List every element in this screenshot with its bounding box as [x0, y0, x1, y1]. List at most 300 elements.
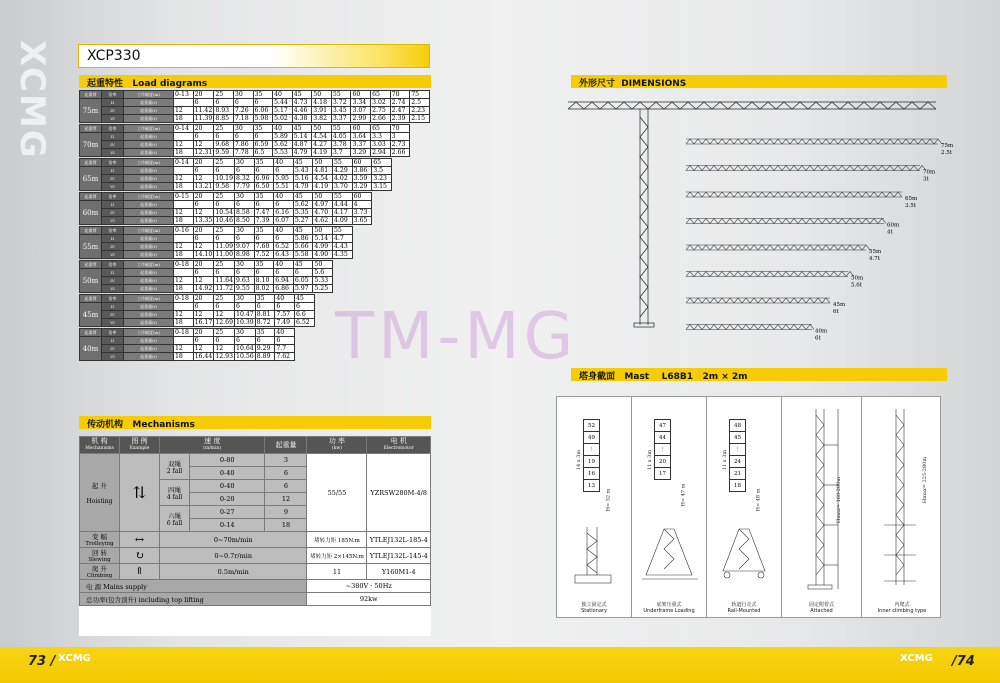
- load-cell: 3.3: [371, 133, 391, 141]
- load-cell: 4.90: [313, 251, 333, 259]
- jib-label-head: 起重臂: [80, 295, 102, 303]
- falls-cell: II: [102, 201, 124, 209]
- load-cell-empty: [174, 167, 194, 175]
- load-cell: 6: [294, 303, 314, 311]
- mechanisms-table: [79, 436, 431, 636]
- load-cell: 6.94: [274, 277, 294, 285]
- mech-col-power: 功 率 (kw): [307, 437, 367, 454]
- radius-cell: 55: [331, 125, 351, 133]
- load-cell: 2.74: [390, 99, 410, 107]
- load-cell: 8.98: [235, 251, 255, 259]
- load-diagrams-cn: 起重特性: [87, 79, 124, 89]
- load-label: 起重量(t): [124, 175, 174, 183]
- load-cell: 8.81: [255, 311, 275, 319]
- fall-2: 双绳 2 fall: [160, 454, 190, 480]
- load-cell: 4.79: [292, 149, 312, 157]
- page-number-right: /74: [952, 654, 975, 669]
- load-label: 起重量(t): [124, 217, 174, 225]
- radius-cell: 25: [214, 329, 235, 337]
- mast-panel-stationary: [557, 397, 632, 617]
- load-cell: 7.57: [275, 311, 295, 319]
- jib-label-head: 起重臂: [80, 159, 102, 167]
- load-label: 起重量(t): [124, 337, 174, 345]
- load-cell: 6: [255, 337, 275, 345]
- mast-section-number: 13: [584, 480, 600, 492]
- climb-speed: 0.5m/min: [160, 564, 307, 580]
- load-table-55m: [79, 226, 353, 259]
- load-cell: 10.39: [236, 319, 254, 326]
- mast-section-number: 47: [655, 420, 671, 432]
- falls-label-head: 倍率: [102, 295, 124, 303]
- load-cell: 18: [174, 149, 194, 157]
- load-cell: 3.37: [351, 141, 371, 149]
- radius-cell: 20: [193, 125, 214, 133]
- load-cell: 12: [214, 345, 235, 353]
- load-cell: 18: [174, 319, 194, 327]
- radius-cell: 50: [312, 91, 332, 99]
- load-cell: 2.66: [371, 115, 391, 123]
- load-cell: 6: [193, 201, 214, 209]
- radius-cell: 45: [293, 261, 313, 269]
- jib-variant: [686, 272, 854, 277]
- load-cell: 6.16: [274, 209, 294, 217]
- radius-cell: 0-13: [174, 91, 194, 99]
- slew-motor: YTLEJ132L-145-4: [367, 548, 431, 564]
- load-cell: 10.19: [215, 175, 234, 182]
- load-cell: 3.73: [352, 209, 372, 217]
- mast-header: [571, 368, 947, 381]
- load-cell: 5.51: [274, 183, 294, 191]
- load-cell: 12: [193, 175, 214, 183]
- load-cell: 10.46: [215, 217, 234, 224]
- jib-tip-load-label: 5.6t: [851, 282, 862, 289]
- load-cell: 10.56: [236, 353, 254, 360]
- radius-cell: 65: [371, 125, 391, 133]
- radius-cell: 0-16: [174, 227, 194, 235]
- falls-cell: IV: [102, 141, 124, 149]
- radius-cell: 70: [390, 125, 410, 133]
- load-label: 起重量(t): [124, 149, 174, 157]
- mast-section-number: 52: [584, 420, 600, 432]
- mast-en: Mast: [624, 372, 650, 382]
- load-cell: 7.62: [275, 353, 295, 361]
- radius-cell: 45: [292, 91, 312, 99]
- falls-label-head: 倍率: [102, 159, 124, 167]
- mast-height: Hmax= 225-280m: [922, 456, 929, 504]
- falls-cell: II: [102, 167, 124, 175]
- load-cell: 5.6: [313, 269, 333, 277]
- radius-cell: 0-18: [174, 295, 194, 303]
- radius-cell: 25: [214, 193, 235, 201]
- load-cell-empty: [174, 337, 194, 345]
- radius-cell: 30: [235, 193, 255, 201]
- load-cell: 18: [174, 217, 194, 225]
- hoist-motor: YZRSW280M-4/8: [367, 454, 431, 532]
- load-cell-empty: [174, 235, 194, 243]
- stationary-base-drawing: [567, 525, 625, 587]
- jib-variant: [686, 298, 830, 303]
- footer-band: [0, 647, 1000, 683]
- load-cell: 12: [193, 141, 214, 149]
- load-cell: 13.21: [194, 183, 213, 190]
- jib-length-label: 45m: [833, 302, 846, 308]
- load-cell: 5.86: [293, 235, 313, 243]
- radius-cell: 60: [351, 91, 371, 99]
- jib-label-head: 起重臂: [80, 227, 102, 235]
- load-cell: 12: [174, 107, 194, 115]
- load-cell: 6: [275, 337, 295, 345]
- jib-label-head: 起重臂: [80, 329, 102, 337]
- load-cell: 18: [265, 519, 307, 532]
- load-cell: 4.7: [333, 235, 353, 243]
- radius-cell: 0-14: [174, 159, 194, 167]
- radius-cell: 35: [255, 295, 275, 303]
- load-cell: 6: [235, 269, 255, 277]
- watermark: TM-MG: [335, 300, 578, 374]
- panel-caption: 内爬式 Inner climbing type: [877, 602, 927, 614]
- load-cell: 5.02: [273, 115, 293, 123]
- trolley-motor: YTLEJ132L-185-4: [367, 532, 431, 548]
- speed-cell: 0-40: [190, 480, 265, 493]
- load-cell: 9.07: [235, 243, 255, 251]
- load-cell: 3.91: [312, 107, 332, 115]
- load-cell: 12: [193, 277, 214, 285]
- load-cell: 2.39: [390, 115, 410, 123]
- load-cell: 12: [174, 345, 194, 353]
- falls-cell: II: [102, 99, 124, 107]
- load-cell: 6: [254, 235, 274, 243]
- mast-section-number: 18: [730, 480, 746, 492]
- load-cell: 3.03: [371, 141, 391, 149]
- mast-section-number: 20: [655, 456, 671, 468]
- load-cell: 12: [174, 243, 194, 251]
- load-cell: 6: [235, 337, 256, 345]
- mech-col-motor: 电 机 Electromotor: [367, 437, 431, 454]
- load-cell: 12: [174, 311, 194, 319]
- jib-tip-load-label: 6t: [833, 309, 839, 315]
- load-cell: 10.47: [236, 311, 254, 318]
- xcmg-side-logo: XCMG: [12, 40, 52, 160]
- radius-cell: 0-18: [174, 329, 194, 337]
- trolley-power: 堵转力矩 185N.m: [307, 532, 367, 548]
- xcmg-footer-logo-left: XCMG: [58, 653, 91, 664]
- load-table-40m: [79, 328, 295, 361]
- load-cell: 6.52: [274, 243, 294, 251]
- jib-tip-load-label: 2.5t: [941, 150, 952, 156]
- page-title: XCP330: [78, 44, 430, 68]
- radius-cell: 0-18: [174, 261, 194, 269]
- mast-panel-inner-climbing: [862, 397, 942, 617]
- radius-cell: 75: [410, 91, 430, 99]
- radius-cell: 50: [313, 159, 333, 167]
- radius-label: 工作幅度(m): [124, 227, 174, 235]
- jib-length: 75m: [80, 99, 102, 123]
- mains-supply-label: 电 源 Mains supply: [80, 580, 307, 593]
- load-cell: 9.68: [214, 141, 234, 149]
- load-label: 起重量(t): [124, 107, 174, 115]
- load-cell: 18: [174, 285, 194, 293]
- load-cell: 8.93: [214, 107, 234, 115]
- load-cell: 5.95: [274, 175, 294, 183]
- total-power-label: 总功率(包含顶升) including top lifting: [80, 593, 307, 606]
- jib-labels: [815, 143, 954, 342]
- load-label: 起重量(t): [124, 141, 174, 149]
- falls-cell: IV: [102, 345, 124, 353]
- load-cell: 6.96: [254, 175, 274, 183]
- load-cell: 4.19: [312, 149, 332, 157]
- climbing-cell: 爬 升 Climbing: [80, 564, 120, 580]
- load-cell: 2.94: [371, 149, 391, 157]
- load-cell: 10.54: [215, 209, 234, 216]
- load-cell: 6: [293, 269, 313, 277]
- load-cell: 6.43: [274, 251, 294, 259]
- load-cell: 3: [265, 454, 307, 467]
- load-label: 起重量(t): [124, 115, 174, 123]
- load-cell: 5.17: [273, 107, 293, 115]
- mast-section-number: 17: [655, 468, 671, 480]
- jib-variant: [686, 139, 942, 144]
- load-cell: 4.87: [292, 141, 312, 149]
- load-cell-empty: [174, 303, 194, 311]
- radius-label: 工作幅度(m): [124, 329, 174, 337]
- load-cell: 7.26: [233, 107, 253, 115]
- load-label: 起重量(t): [124, 319, 174, 327]
- load-cell: 6: [253, 99, 273, 107]
- mast-section-table: [583, 419, 600, 492]
- load-cell: 14.92: [194, 285, 213, 292]
- jib-variant: [686, 219, 886, 224]
- radius-cell: 30: [235, 261, 255, 269]
- load-cell: 7.79: [235, 183, 255, 191]
- load-cell: 4.02: [333, 175, 353, 183]
- radius-cell: 25: [214, 91, 234, 99]
- radius-label: 工作幅度(m): [124, 159, 174, 167]
- load-cell: 4: [352, 201, 372, 209]
- load-cell: 3.02: [371, 99, 391, 107]
- crane-dimensions-drawing: [556, 87, 954, 357]
- radius-cell: 45: [292, 125, 312, 133]
- load-cell: 5.62: [273, 141, 293, 149]
- falls-cell: IV: [102, 107, 124, 115]
- load-cell: 6: [233, 99, 253, 107]
- falls-label-head: 倍率: [102, 329, 124, 337]
- load-cell: 5.35: [293, 209, 313, 217]
- load-cell: 11.64: [215, 277, 234, 284]
- load-cell: 6: [254, 269, 274, 277]
- load-cell: 6: [193, 99, 214, 107]
- hoist-arrows-icon: ⇅: [120, 454, 160, 532]
- radius-label: 工作幅度(m): [124, 295, 174, 303]
- load-cell: 5.62: [293, 201, 313, 209]
- mast-side-dim: 11 x 3m: [647, 449, 654, 471]
- mast-side-dim: 11 x 3m: [722, 449, 729, 471]
- load-cell: 6: [214, 201, 235, 209]
- load-cell: 6: [214, 337, 235, 345]
- load-cell: 6: [254, 167, 274, 175]
- total-power-value: 92kw: [307, 593, 431, 606]
- load-cell: 14.10: [194, 251, 213, 258]
- mast-height: H= 47 m: [680, 483, 687, 507]
- panel-caption: 轨道行走式 Rail-Mounted: [727, 602, 761, 614]
- mast-cn: 塔身截面: [579, 372, 616, 382]
- slew-power: 堵转力矩 2×145N.m: [307, 548, 367, 564]
- radius-cell: 20: [193, 227, 214, 235]
- falls-label-head: 倍率: [102, 227, 124, 235]
- load-cell: 6.6: [294, 311, 314, 319]
- radius-cell: 60: [352, 159, 372, 167]
- radius-cell: 50: [312, 125, 332, 133]
- load-cell: 6: [255, 303, 275, 311]
- load-cell: 2.15: [410, 115, 430, 123]
- mast-height: H= 48 m: [755, 488, 762, 512]
- radius-cell: 50: [313, 193, 333, 201]
- slew-speed: 0~0.7r/min: [160, 548, 307, 564]
- radius-cell: 40: [274, 227, 294, 235]
- mast-section-number: 16: [584, 468, 600, 480]
- load-cell: 6: [233, 133, 253, 141]
- slewing-cell: 回 转 Slewing: [80, 548, 120, 564]
- jib-length: 50m: [80, 269, 102, 293]
- load-cell: 3.29: [352, 183, 372, 191]
- load-cell: 4.79: [293, 183, 313, 191]
- load-diagrams-en: Load diagrams: [132, 79, 208, 89]
- load-label: 起重量(t): [124, 311, 174, 319]
- hoist-power: 55/55: [307, 454, 367, 532]
- load-cell: 11.09: [215, 243, 234, 250]
- trolley-arrows-icon: ↔: [120, 532, 160, 548]
- load-cell: 3.59: [352, 175, 372, 183]
- radius-cell: 25: [214, 261, 235, 269]
- load-cell: 13.35: [194, 217, 213, 224]
- load-cell: 9.55: [235, 285, 255, 293]
- load-cell: 5.16: [293, 175, 313, 183]
- jib-variant: [686, 192, 902, 197]
- radius-cell: 65: [371, 91, 391, 99]
- radius-cell: 25: [214, 125, 234, 133]
- dimensions-cn: 外形尺寸: [579, 79, 616, 89]
- mast-section-number: ⋮: [730, 444, 746, 456]
- speed-cell: 0-20: [190, 493, 265, 506]
- radius-cell: 55: [331, 91, 351, 99]
- jib-length: 45m: [80, 303, 102, 327]
- load-cell: 11.42: [194, 107, 213, 114]
- radius-label: 工作幅度(m): [124, 261, 174, 269]
- falls-cell: VI: [102, 319, 124, 327]
- radius-cell: 25: [214, 227, 235, 235]
- climb-arrow-icon: ⇑: [120, 564, 160, 580]
- load-cell: 12: [265, 493, 307, 506]
- radius-cell: 45: [293, 193, 313, 201]
- speed-cell: 0-40: [190, 467, 265, 480]
- speed-cell: 0-27: [190, 506, 265, 519]
- mast-section-number: 24: [730, 456, 746, 468]
- load-cell: 5.25: [313, 285, 333, 293]
- speed-cell: 0-14: [190, 519, 265, 532]
- load-cell: 12: [193, 311, 214, 319]
- radius-cell: 55: [333, 159, 353, 167]
- climb-motor: Y160M1-4: [367, 564, 431, 580]
- load-cell: 4.18: [312, 99, 332, 107]
- load-cell: 8.85: [214, 115, 234, 123]
- load-label: 起重量(t): [124, 277, 174, 285]
- attached-mast-drawing: [794, 405, 854, 595]
- radius-cell: 70: [390, 91, 410, 99]
- load-label: 起重量(t): [124, 303, 174, 311]
- load-label: 起重量(t): [124, 251, 174, 259]
- load-table-65m: [79, 158, 392, 191]
- mast-configurations: [556, 396, 941, 618]
- load-cell: 18: [174, 353, 194, 361]
- radius-cell: 20: [193, 261, 214, 269]
- load-cell: 9: [265, 506, 307, 519]
- load-cell: 18: [174, 183, 194, 191]
- load-cell: 3.82: [312, 115, 332, 123]
- load-cell: 7.49: [275, 319, 295, 327]
- load-cell: 6.06: [253, 107, 273, 115]
- jib-length-label: 50m: [851, 275, 864, 282]
- load-cell: 18: [174, 115, 194, 123]
- radius-cell: 35: [253, 125, 273, 133]
- load-label: 起重量(t): [124, 345, 174, 353]
- load-cell: 4.43: [333, 243, 353, 251]
- load-cell: 6: [193, 167, 214, 175]
- radius-label: 工作幅度(m): [124, 91, 174, 99]
- falls-label-head: 倍率: [102, 91, 124, 99]
- radius-cell: 45: [293, 159, 313, 167]
- falls-cell: VI: [102, 183, 124, 191]
- load-cell: 5.14: [292, 133, 312, 141]
- radius-cell: 45: [294, 295, 314, 303]
- jib-length-label: 75m: [941, 143, 954, 149]
- mechanisms-cn: 传动机构: [87, 420, 124, 430]
- load-label: 起重量(t): [124, 285, 174, 293]
- radius-cell: 30: [235, 295, 256, 303]
- falls-cell: II: [102, 337, 124, 345]
- load-cell: 5.98: [253, 115, 273, 123]
- jib-variant: [686, 245, 870, 250]
- load-label: 起重量(t): [124, 209, 174, 217]
- load-cell: 3.45: [331, 107, 351, 115]
- load-cell: 12: [174, 175, 194, 183]
- load-cell: 4.35: [333, 251, 353, 259]
- load-diagrams-header: [79, 75, 431, 88]
- load-cell: 6: [265, 480, 307, 493]
- underframe-base-drawing: [638, 525, 702, 587]
- mech-col-mech: 机 构 Mechanisms: [80, 437, 120, 454]
- load-cell: 7.86: [233, 141, 253, 149]
- radius-cell: 35: [255, 329, 275, 337]
- load-cell: 4.54: [312, 133, 332, 141]
- radius-cell: 55: [333, 193, 353, 201]
- load-cell: 6: [235, 201, 255, 209]
- load-cell: 6: [274, 201, 294, 209]
- load-cell: 5.97: [293, 285, 313, 293]
- load-cell: 7.52: [254, 251, 274, 259]
- load-cell: 4.46: [292, 107, 312, 115]
- load-cell-empty: [174, 133, 194, 141]
- load-cell: 4.44: [333, 201, 353, 209]
- mast-model: L68B1: [661, 372, 694, 382]
- load-cell: 3.37: [331, 115, 351, 123]
- jib-label-head: 起重臂: [80, 91, 102, 99]
- load-cell: 2.47: [390, 107, 410, 115]
- load-cell: 6: [235, 167, 255, 175]
- load-cell: 8.89: [255, 353, 275, 361]
- radius-cell: 30: [233, 125, 253, 133]
- load-cell: 3.64: [351, 133, 371, 141]
- panel-caption: 独立固定式 Stationary: [581, 602, 607, 614]
- load-cell: 4.29: [333, 167, 353, 175]
